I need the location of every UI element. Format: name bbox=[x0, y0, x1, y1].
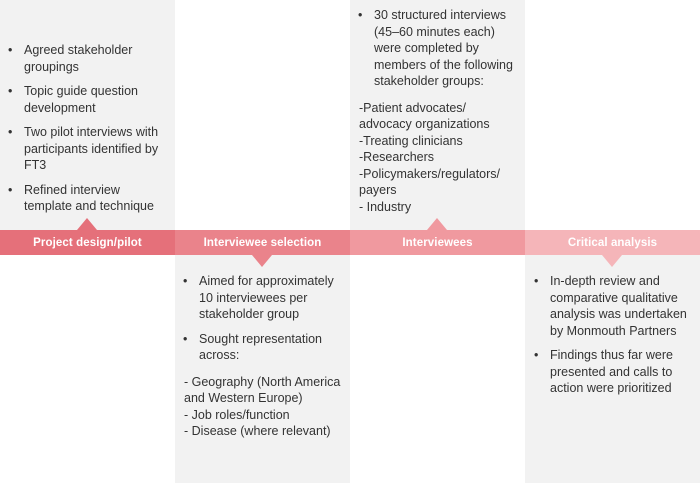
pointer-down-arrow bbox=[252, 255, 272, 267]
dash-item: - Job roles/function bbox=[184, 407, 290, 422]
list-item: • Refined interview template and technique bbox=[2, 182, 168, 215]
dash-item: -Policymakers/regulators/ payers bbox=[359, 166, 501, 197]
dash-item: - Industry bbox=[359, 199, 412, 214]
list-item: • In-depth review and comparative qualitative analysis was undertaken by Monmouth Partners bbox=[528, 273, 696, 339]
process-timeline bbox=[0, 230, 700, 255]
stage-label: Project design/pilot bbox=[33, 236, 142, 249]
dash-item: - Disease (where relevant) bbox=[184, 424, 331, 438]
stage-project-design bbox=[0, 230, 175, 255]
dash-list bbox=[352, 100, 522, 216]
dash-item: - Geography (North America and Western Europe) bbox=[184, 374, 341, 405]
list-item: • Findings thus far were presented and calls to action were prioritized bbox=[528, 347, 696, 397]
bullet-list bbox=[2, 42, 168, 215]
critical-analysis-content bbox=[528, 273, 696, 405]
stage-label: Interviewees bbox=[402, 236, 473, 249]
stage-label: Interviewee selection bbox=[203, 236, 322, 249]
bullet-list bbox=[177, 273, 345, 364]
stage-interviewee-selection bbox=[175, 230, 350, 255]
dash-item: -Patient advocates/ advocacy organizations bbox=[359, 100, 490, 131]
stage-interviewees bbox=[350, 230, 525, 255]
pointer-down-arrow bbox=[602, 255, 622, 267]
interviewees-content bbox=[352, 7, 522, 215]
bullet-list bbox=[528, 273, 696, 397]
pointer-up-arrow bbox=[427, 218, 447, 230]
list-item: • Agreed stakeholder groupings bbox=[2, 42, 168, 75]
stage-label: Critical analysis bbox=[567, 236, 658, 249]
stage-critical-analysis bbox=[525, 230, 700, 255]
list-item: • Topic guide question development bbox=[2, 83, 168, 116]
dash-list bbox=[177, 374, 345, 440]
dash-item: -Researchers bbox=[359, 150, 435, 164]
project-design-content bbox=[2, 42, 168, 223]
list-item: • Aimed for approximately 10 interviewees per stakeholder group bbox=[177, 273, 345, 323]
list-item: • Two pilot interviews with participants identified by FT3 bbox=[2, 124, 168, 174]
interviewee-selection-content bbox=[177, 273, 345, 440]
list-item: • Sought representation across: bbox=[177, 331, 345, 364]
list-item: • 30 structured interviews (45–60 minutes each) were completed by members of the following stakeholder groups: bbox=[352, 7, 522, 90]
bullet-list bbox=[352, 7, 522, 90]
dash-item: -Treating clinicians bbox=[359, 133, 463, 148]
